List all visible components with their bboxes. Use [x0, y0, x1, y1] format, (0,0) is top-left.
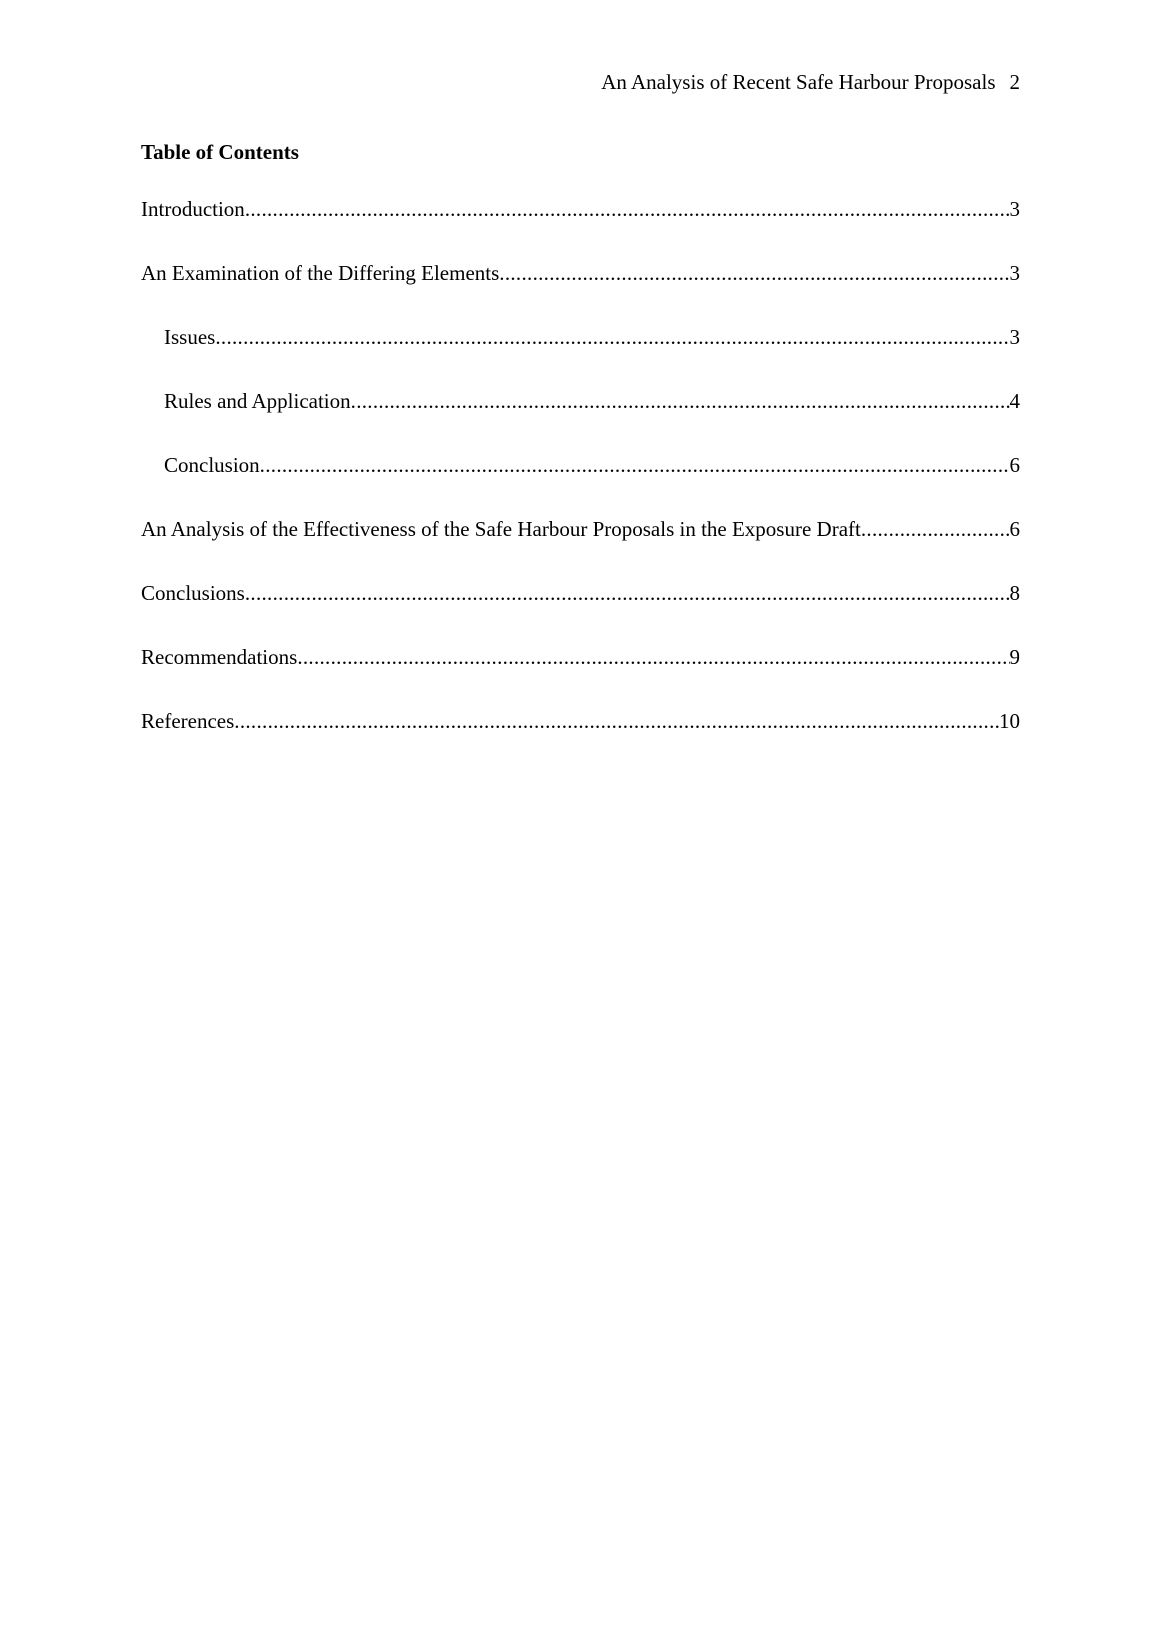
- toc-entry-rules-and-application[interactable]: [141, 387, 1020, 451]
- toc-heading: Table of Contents: [141, 140, 299, 164]
- toc-entry-page: 8: [1009, 581, 1020, 605]
- toc-dot-leader: [861, 515, 1010, 543]
- toc-dot-leader: [351, 387, 1010, 415]
- toc-entry-title: Rules and Application: [164, 389, 351, 413]
- page-number: 2: [1009, 70, 1020, 94]
- toc-entry-title: Conclusion: [164, 453, 260, 477]
- toc-entry-page: 3: [1009, 325, 1020, 349]
- toc-dot-leader: [245, 195, 1010, 223]
- toc-entry-title: Conclusions: [141, 581, 245, 605]
- toc-dot-leader: [260, 451, 1010, 479]
- toc-entry-page: 6: [1009, 517, 1020, 541]
- toc-entry-page: 3: [1009, 197, 1020, 221]
- toc-entry-issues[interactable]: [141, 323, 1020, 387]
- toc-entry-introduction[interactable]: [141, 195, 1020, 259]
- toc-entry-examination[interactable]: [141, 259, 1020, 323]
- toc-entry-page: 3: [1009, 261, 1020, 285]
- toc-dot-leader: [215, 323, 1009, 351]
- toc-dot-leader: [245, 579, 1010, 607]
- toc-entry-title: An Examination of the Differing Elements: [141, 261, 500, 285]
- toc-entry-title: References: [141, 709, 235, 733]
- running-title: An Analysis of Recent Safe Harbour Proposals: [601, 70, 996, 94]
- toc-dot-leader: [297, 643, 1009, 671]
- table-of-contents: [141, 195, 1020, 771]
- toc-entry-page: 9: [1009, 645, 1020, 669]
- toc-entry-title: Recommendations: [141, 645, 298, 669]
- page-header: [601, 68, 1020, 96]
- toc-entry-title: An Analysis of the Effectiveness of the Safe Harbour Proposals in the Exposure Draft: [141, 517, 861, 541]
- toc-dot-leader: [234, 707, 999, 735]
- toc-entry-page: 6: [1009, 453, 1020, 477]
- toc-entry-effectiveness-analysis[interactable]: [141, 515, 1020, 579]
- toc-dot-leader: [499, 259, 1009, 287]
- toc-entry-title: Introduction: [141, 197, 245, 221]
- toc-entry-title: Issues: [164, 325, 216, 349]
- toc-entry-conclusions[interactable]: [141, 579, 1020, 643]
- toc-entry-references[interactable]: [141, 707, 1020, 771]
- toc-entry-recommendations[interactable]: [141, 643, 1020, 707]
- toc-entry-page: 4: [1009, 389, 1020, 413]
- toc-entry-page: 10: [999, 709, 1020, 733]
- toc-entry-conclusion[interactable]: [141, 451, 1020, 515]
